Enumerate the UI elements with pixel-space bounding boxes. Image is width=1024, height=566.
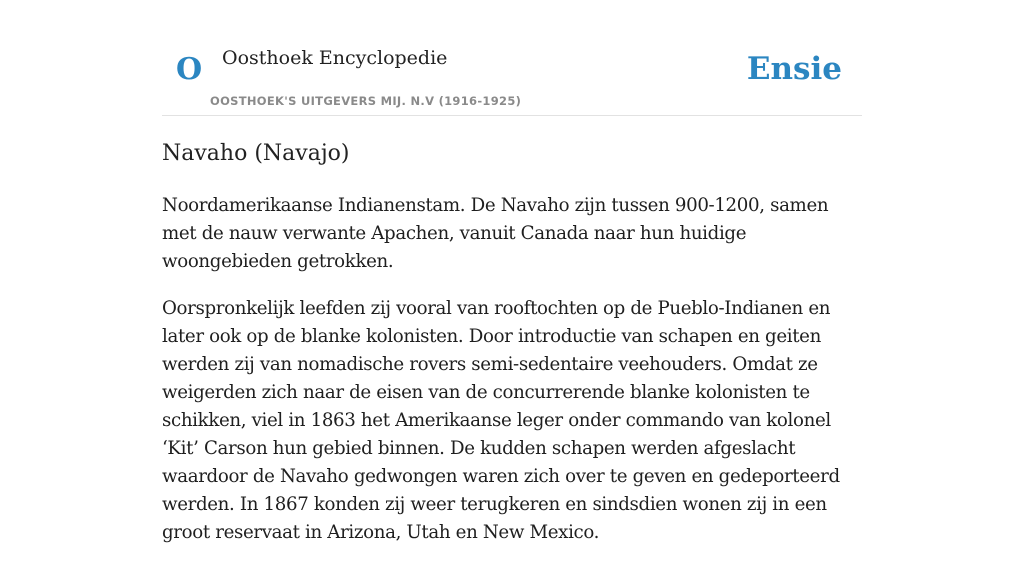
source-header [162,0,862,116]
article-paragraph: Noordamerikaanse Indianenstam. De Navaho zijn tussen 900-1200, samen met de nauw verwante Apachen, vanuit Canada naar hun huidige woongebieden getrokken. [162,195,829,272]
article-title: Navaho (Navajo) [162,141,350,166]
page [162,0,862,543]
source-logo[interactable]: O [176,52,203,87]
article-paragraph: Oorspronkelijk leefden zij vooral van rooftochten op de Pueblo-Indianen en later ook op de blanke kolonisten. Door introductie van schapen en geiten werden zij van nomadische rovers semi-sedentaire veehouders. Omdat ze weigerden zich naar de eisen van de concurrerende blanke kolonisten te schikken, viel in 1863 het Amerikaanse leger onder commando van kolonel ‘Kit’ Carson hun gebied binnen. De kudden schapen werden afgeslacht waardoor de Navaho gedwongen waren zich over te geven en gedeporteerd werden. In 1867 konden zij weer terugkeren en sindsdien wonen zij in een groot reservaat in Arizona, Utah en New Mexico. [162,298,840,543]
source-subtitle: OOSTHOEK'S UITGEVERS MIJ. N.V (1916-1925) [210,94,522,108]
source-title-link[interactable]: Oosthoek Encyclopedie [222,47,448,69]
article-body [162,192,862,566]
ensie-brand-logo[interactable]: Ensie [746,51,842,87]
